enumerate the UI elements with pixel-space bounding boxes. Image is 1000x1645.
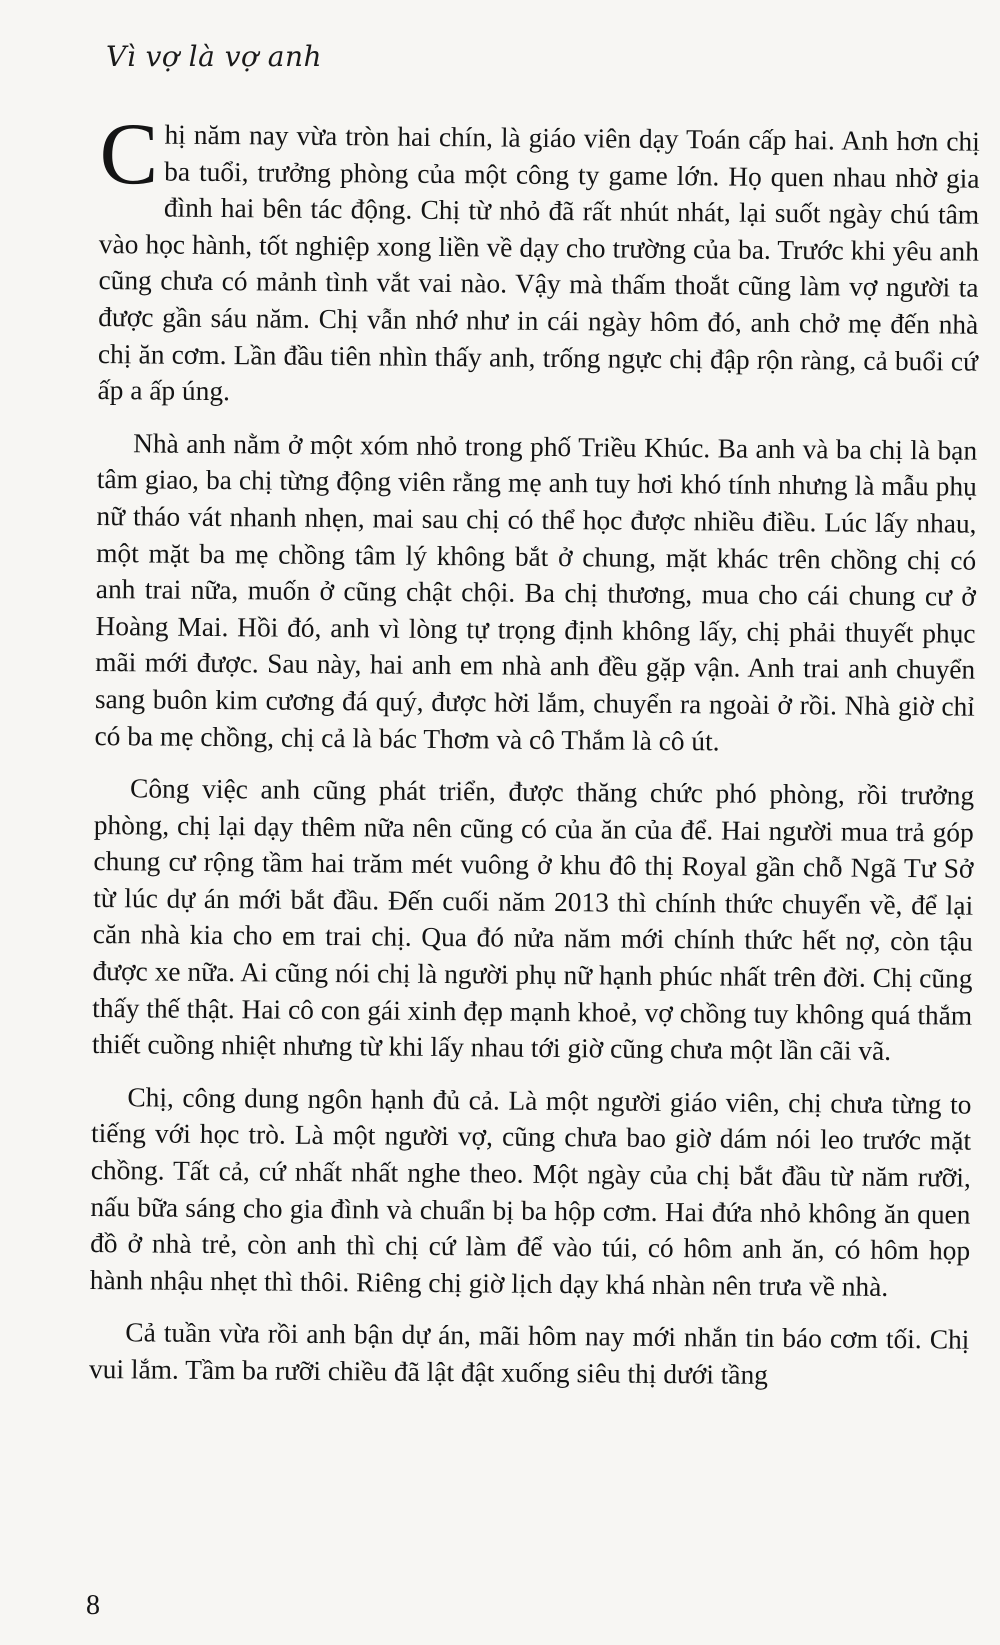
paragraph-1-text: hị năm nay vừa tròn hai chín, là giáo viên dạy Toán cấp hai. Anh hơn chị ba tuổi, trưởng phòng của một công ty game lớn. Họ quen nhau nhờ gia đình hai bên tác động. Chị từ nhỏ đã rất nhút nhát, lại suốt ngày chú tâm vào học hành, tốt nghiệp xong liền về dạy cho trường của ba. Trước khi yêu anh cũng chưa có mảnh tình vắt vai nào. Vậy mà thấm thoắt cũng làm vợ người ta được gần sáu năm. Chị vẫn nhớ như in cái ngày hôm đó, anh chở mẹ đến nhà chị ăn cơm. Lần đầu tiên nhìn thấy anh, trống ngực chị đập rộn ràng, cả buổi cứ ấp a ấp úng.	[97, 119, 980, 407]
paragraph-4: Chị, công dung ngôn hạnh đủ cả. Là một người giáo viên, chị chưa từng to tiếng với học trò. Là một người vợ, cũng chưa bao giờ dám nói leo trước mặt chồng. Tất cả, cứ nhất nhất nghe theo. Một ngày của chị bắt đầu từ năm rưỡi, nấu bữa sáng cho gia đình và chuẩn bị ba hộp cơm. Hai đứa nhỏ không ăn quen đồ ở nhà trẻ, còn anh thì chị cứ làm để vào túi, có hôm anh ăn, có hôm họp hành nhậu nhẹt thì thôi. Riêng chị giờ lịch dạy khá nhàn nên trưa về nhà.	[89, 1082, 972, 1302]
paragraph-2: Nhà anh nằm ở một xóm nhỏ trong phố Triều Khúc. Ba anh và ba chị là bạn tâm giao, ba chị từng động viên rằng mẹ anh tuy hơi khó tính nhưng là mẫu phụ nữ tháo vát nhanh nhẹn, mai sau chị có thể học được nhiều điều. Lúc lấy nhau, một mặt ba mẹ chồng tâm lý không bắt ở chung, mặt khác trên chồng chị có anh trai nữa, muốn ở cũng chật chội. Ba chị thương, mua cho cái chung cư ở Hoàng Mai. Hồi đó, anh vì lòng tự trọng định không lấy, chị phải thuyết phục mãi mới được. Sau này, hai anh em nhà anh đều gặp vận. Anh trai anh chuyển sang buôn kim cương đá quý, được hời lắm, chuyển ra ngoài ở rồi. Nhà giờ chỉ có ba mẹ chồng, chị cả là bác Thơm và cô Thắm là cô út.	[94, 428, 978, 756]
body-text	[88, 106, 980, 1411]
running-title: Vì vợ là vợ anh	[106, 40, 323, 73]
drop-cap: C	[99, 106, 159, 204]
paragraph-5: Cả tuần vừa rồi anh bận dự án, mãi hôm nay mới nhắn tin báo cơm tối. Chị vui lắm. Tầm ba rưỡi chiều đã lật đật xuống siêu thị dưới tầng	[88, 1317, 970, 1390]
page-number: 8	[86, 1590, 100, 1621]
paragraph-1	[97, 106, 980, 416]
paragraph-3: Công việc anh cũng phát triển, được thăng chức phó phòng, rồi trưởng phòng, chị lại dạy thêm nữa nên cũng có của ăn của để. Hai người mua trả góp chung cư rộng tầm hai trăm mét vuông ở khu đô thị Royal gần chỗ Ngã Tư Sở từ lúc dự án mới bắt đầu. Đến cuối năm 2013 thì chính thức chuyển về, để lại căn nhà kia cho em trai chị. Qua đó nửa năm mới chính thức hết nợ, còn tậu được xe nữa. Ai cũng nói chị là người phụ nữ hạnh phúc nhất trên đời. Chị cũng thấy thế thật. Hai cô con gái xinh đẹp mạnh khoẻ, vợ chồng tuy không quá thắm thiết cuồng nhiệt nhưng từ khi lấy nhau tới giờ cũng chưa một lần cãi vã.	[91, 773, 975, 1067]
